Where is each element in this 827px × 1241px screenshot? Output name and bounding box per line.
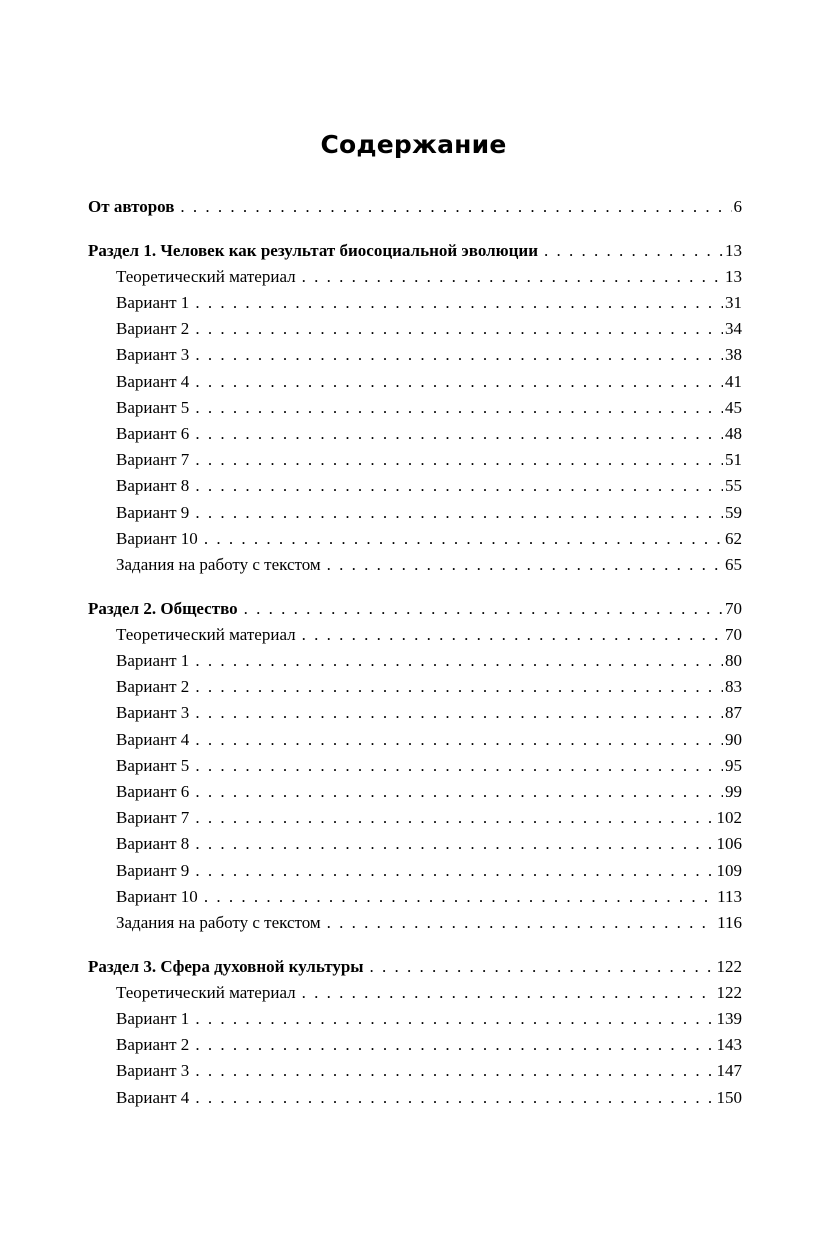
toc-page-number: 139: [716, 1008, 742, 1028]
toc-entry-label: Вариант 3: [116, 345, 190, 365]
toc-page-number: 55: [725, 476, 742, 496]
dot-leader: [302, 622, 723, 648]
toc-entry-label: Вариант 10: [116, 528, 198, 548]
toc-subentry[interactable]: [88, 342, 742, 368]
toc-entry-label: Вариант 1: [116, 651, 190, 670]
toc-subentry[interactable]: [88, 421, 742, 447]
dot-leader: [195, 805, 714, 831]
toc-page-number: 102: [716, 808, 742, 828]
toc-page-number: 31: [725, 293, 742, 313]
dot-leader: [195, 700, 723, 726]
toc-page-number: 80: [725, 651, 742, 670]
dot-leader: [195, 648, 723, 674]
toc-entry-label: Вариант 1: [116, 293, 190, 313]
toc-page-number: 51: [725, 450, 742, 470]
toc-page-number: 122: [716, 982, 742, 1002]
toc-entry-label: Раздел 3. Сфера духовной культуры: [88, 956, 364, 976]
dot-leader: [204, 884, 715, 910]
toc-subentry[interactable]: [88, 500, 742, 526]
dot-leader: [195, 1085, 714, 1111]
dot-leader: [195, 779, 723, 805]
toc-entry-label: Вариант 5: [116, 755, 190, 775]
toc-entry-label: Вариант 7: [116, 808, 190, 828]
toc-page-number: 38: [725, 345, 742, 365]
dot-leader: [195, 369, 723, 395]
dot-leader: [195, 727, 723, 753]
page-title: Содержание: [320, 129, 507, 159]
toc-entry-label: Вариант 6: [116, 781, 190, 801]
toc-subentry[interactable]: [88, 858, 742, 884]
toc-entry-label: Вариант 4: [116, 1087, 190, 1107]
toc-page-number: 106: [716, 834, 742, 854]
dot-leader: [327, 910, 715, 936]
toc-subentry[interactable]: [88, 648, 742, 674]
table-of-contents: [88, 194, 742, 1111]
toc-subentry[interactable]: [88, 447, 742, 473]
dot-leader: [370, 954, 715, 980]
toc-entry-label: Раздел 1. Человек как результат биосоциальной эволюции: [88, 240, 539, 260]
toc-section-entry[interactable]: [88, 238, 742, 264]
toc-subentry[interactable]: [88, 552, 742, 578]
toc-entry-label: Вариант 7: [116, 450, 190, 470]
toc-page-number: 143: [716, 1035, 742, 1055]
dot-leader: [195, 1058, 714, 1084]
toc-entry-label: Вариант 3: [116, 703, 190, 723]
toc-page-number: 59: [725, 502, 742, 522]
toc-page-number: 62: [725, 528, 742, 548]
dot-leader: [195, 858, 714, 884]
toc-page-number: 147: [716, 1061, 742, 1081]
dot-leader: [544, 238, 723, 264]
toc-subentry[interactable]: [88, 1032, 742, 1058]
toc-entry-label: Вариант 3: [116, 1061, 190, 1081]
toc-page-number: 41: [725, 371, 742, 391]
toc-subentry[interactable]: [88, 727, 742, 753]
toc-subentry[interactable]: [88, 1058, 742, 1084]
toc-entry-label: Задания на работу с текстом: [116, 554, 321, 574]
toc-entry-label: Вариант 2: [116, 1035, 190, 1055]
toc-page-number: 13: [725, 240, 742, 260]
toc-entry-label: Вариант 2: [116, 319, 190, 339]
toc-page-number: 122: [716, 956, 742, 976]
toc-page-number: 116: [717, 912, 742, 932]
toc-subentry[interactable]: [88, 779, 742, 805]
toc-page-number: 109: [716, 860, 742, 880]
dot-leader: [180, 194, 731, 220]
toc-subentry[interactable]: [88, 700, 742, 726]
toc-subentry[interactable]: [88, 674, 742, 700]
toc-entry-label: Задания на работу с текстом: [116, 912, 321, 932]
toc-entry-label: От авторов: [88, 197, 175, 216]
toc-entry-label: Теоретический материал: [116, 266, 296, 286]
toc-entry-label: Вариант 6: [116, 424, 190, 443]
dot-leader: [195, 1006, 714, 1032]
toc-section-entry[interactable]: [88, 954, 742, 980]
toc-page-number: 65: [725, 554, 742, 574]
toc-entry-label: Вариант 1: [116, 1008, 190, 1028]
toc-subentry[interactable]: [88, 316, 742, 342]
toc-entry-label: Теоретический материал: [116, 624, 296, 644]
toc-section-entry[interactable]: [88, 194, 742, 220]
toc-subentry[interactable]: [88, 290, 742, 316]
toc-entry-label: Теоретический материал: [116, 982, 296, 1002]
dot-leader: [302, 264, 723, 290]
toc-subentry[interactable]: [88, 264, 742, 290]
toc-page-number: 87: [725, 703, 742, 723]
toc-page-number: 6: [733, 197, 742, 216]
dot-leader: [195, 1032, 714, 1058]
toc-page-number: 90: [725, 729, 742, 749]
dot-leader: [195, 342, 723, 368]
toc-subentry[interactable]: [88, 1006, 742, 1032]
toc-page-number: 83: [725, 677, 742, 697]
toc-page-number: 34: [725, 319, 742, 339]
dot-leader: [195, 421, 723, 447]
dot-leader: [302, 980, 715, 1006]
toc-subentry[interactable]: [88, 395, 742, 421]
dot-leader: [195, 447, 723, 473]
dot-leader: [195, 674, 723, 700]
toc-subentry[interactable]: [88, 526, 742, 552]
toc-entry-label: Раздел 2. Общество: [88, 598, 238, 618]
toc-subentry[interactable]: [88, 753, 742, 779]
dot-leader: [195, 290, 723, 316]
toc-subentry[interactable]: [88, 980, 742, 1006]
toc-subentry[interactable]: [88, 910, 742, 936]
toc-page-number: 95: [725, 755, 742, 775]
toc-page-number: 70: [725, 598, 742, 618]
toc-entry-label: Вариант 2: [116, 677, 190, 697]
toc-subentry[interactable]: [88, 884, 742, 910]
toc-entry-label: Вариант 5: [116, 397, 190, 417]
toc-page-number: 13: [725, 266, 742, 286]
toc-entry-label: Вариант 8: [116, 476, 190, 496]
dot-leader: [195, 473, 723, 499]
dot-leader: [195, 753, 723, 779]
dot-leader: [195, 395, 723, 421]
toc-subentry[interactable]: [88, 805, 742, 831]
toc-entry-label: Вариант 10: [116, 886, 198, 906]
dot-leader: [204, 526, 723, 552]
toc-entry-label: Вариант 9: [116, 860, 190, 880]
toc-page-number: 70: [725, 624, 742, 644]
toc-entry-label: Вариант 9: [116, 502, 190, 522]
toc-entry-label: Вариант 8: [116, 834, 190, 854]
toc-subentry[interactable]: [88, 831, 742, 857]
toc-entry-label: Вариант 4: [116, 729, 190, 749]
dot-leader: [195, 500, 723, 526]
dot-leader: [195, 831, 714, 857]
dot-leader: [244, 596, 723, 622]
toc-page-number: 113: [717, 886, 742, 906]
dot-leader: [327, 552, 723, 578]
toc-section-entry[interactable]: [88, 596, 742, 622]
toc-subentry[interactable]: [88, 473, 742, 499]
toc-page-number: 48: [725, 424, 742, 443]
dot-leader: [195, 316, 723, 342]
toc-page-number: 45: [725, 397, 742, 417]
toc-subentry[interactable]: [88, 622, 742, 648]
toc-page-number: 99: [725, 781, 742, 801]
toc-subentry[interactable]: [88, 1085, 742, 1111]
toc-entry-label: Вариант 4: [116, 371, 190, 391]
toc-page-number: 150: [716, 1087, 742, 1107]
toc-subentry[interactable]: [88, 369, 742, 395]
